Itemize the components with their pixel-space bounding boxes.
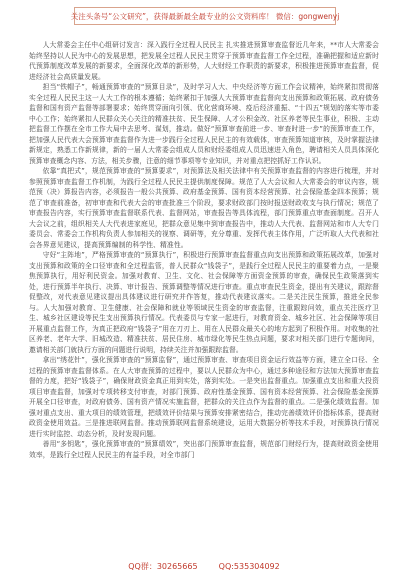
footer-qq-group: QQ群：30265665 xyxy=(128,562,198,571)
footer-contact xyxy=(0,561,408,575)
paragraph: 守好“主阵地”，严格预算审查的“预算执行”，积极进行预算审查监督重点向支出预算和政策拓展改革，加强对支出预算和政策的全口径审查和全过程监管，普人民群众“钱袋子”，是践行全过程人民民主的重要着力点，一是聚焦预算执行，用好利民资金。加强对教育、卫生、文化、社会保障等方面资金预算的审查，确保民生政策落到实处，进行预算半年执行、决算、审计报告、预算调整等情况进行审查。重点审查民生资金，提出有关建议，跟踪督促整改，对代表意见建议提出具体建议进行研究并作答复，推动代表建议落实。二是关注民生预算，推进全民参与。人大加强对教育、卫生健康、社会保障和就业等领域民生资金的审查监督，注重跟踪问效，重点关注医疗卫生、城乡社区建设等民生支出预算执行情况。代表委员与专家一起进行，对教育资金、城乡社区、社会保障等项目开展重点监督工作，为真正把政府“钱袋子”用在刀刃上、用在人民群众最关心的地方起到了积极作用。对收集的社区养老、老年大学、旧城改造、精准扶贫、居民住房、城市绿化等民生热点问题，要求对相关部门进行专题询问，邀请相关部门就执行方面的问题进行说明，持续关注并加强跟踪监督。 xyxy=(29,251,379,354)
paragraph: 拿出“绣花针”，强化预算审查的“预算监督”，通过预算审查、审查项目资金运行效益等方面，建立全口径、全过程的预算审查监督体系。在人大审查预算的过程中，要以人民群众为中心，通过多种途径和方法加大预算审查监督的力度，把好“钱袋子”，确保财政资金真正用到实处，落到实处。一是突出监督重点。加强重点支出和重大投资项目审查监督，加强对专项转移支付审查，对部门预算、政府性基金预算、国有资本经营预算、社会保险基金预算开展全口径审查，对政府债务、国有资产情况实施监督，把群众的关注点作为监督的重点。二是强化绩效监督。加强对重点支出、重大项目的绩效管理，把绩效评价结果与预算安排紧密结合，推动完善绩效评价指标体系，提高财政资金使用效益。三是推进联网监督。推动预算联网监督系统建设，运用大数据分析等技术手段，对预算执行情况进行实时监控、动态分析，及时发现问题。 xyxy=(29,356,379,438)
paragraph: 担当“铁帽子”，畅通预算审查的“预算目录”，及时学习人大、中央经济等方面工作会议精神，始终紧扣贯彻落实全过程人民民主这一人大工作的根本遵循；始终紧扣于加强人大预算审查监督向支出预算和政策拓展、政府债务监督和国有资产监督等部署要求；始终贯穿面向引领、优化营商环境、疫后经济重振、“十四五”规划的落实等市委中心工作；始终紧扣人民群众关心关注的精准扶贫、民生保障、人才公积金改、社区养老等民生事业，积极、主动把监督工作摆在全市工作大局中去思考、谋划，推动。做好“预算审查前进一步、审查时进一步”的预算审查工作，把加强人民代表大会预算审查监督作为进一步践行全过程人民民主的有效载体，审查预算知道审核，及时掌握法律新规定，熟悉工作新规律，新的一届人大常委会组成人员和财经委组成人员迅速进入角色，聘请相关人员具体深化预算审查概念内容、方法，相关步骤，注意的细节事项等专业知识，并对重点把控抓好工作认识。 xyxy=(29,83,379,165)
top-banner xyxy=(70,7,340,25)
paragraph: 依靠“真把式”，规范预算审查的“预算要求”，对预算法及相关法律中有关预算审查监督的内容进行梳理，并对参照预算审查监督工作机制，为践行全过程人民民主提供制度保障。规范了人大会议和人大常委会的审议内容，规范预（决）算报告内容，必须报告一般公共预算、政府基金预算、国有资本经营预算、社会保险基金四本预算；规范了审查前准备，初审审查和代表大会的审查批准三个阶段，要求财政部门按时报送财政收支与执行情况；规范了审查报告内容，实行预算审查监督联系代表、监督网站，审查报告等具体流程，部门预算重点审查面制度。召开人大会议之前，组织相关人大代表进家庭见，把群众意见集中到审查报告中，推动人大代表、监督网站和市人大专门委员会、常委会工作机构负责人参加相关的视察、调研等，充分尊重、发挥代表主体作用，广泛听取人大代表和社会各界意见建议，提高预算编制的科学性、精准性。 xyxy=(29,167,379,249)
paragraph: 人大常委会主任中心组研讨发言：深入践行全过程人民民主 扎实推进预算审查监督近几年来，**市人大常委会始终坚持以人民为中心的发展思想，把发展全过程人民民主贯穿于预算审查监督工作全过程，准确把握和适应新时代预算制度改革发展的新要求，全面深化改革的新形势，人大财经工作职责的新要求，积极推进预算审查监督，促进经济社会高质量发展。 xyxy=(29,41,379,81)
footer-qq: QQ:535304092 xyxy=(218,562,280,571)
document-body xyxy=(29,40,379,550)
paragraph: 善用“多钥匙”，强化预算审查的“预算绩效”，突出部门预算审查监督，规范部门财经行为，提高财政资金使用效率，是践行全过程人民民主的有益手段，对全市部门 xyxy=(29,440,379,459)
banner-text: 关注头条号“公文研究”，获得最新最全最专业的公文资料库！ 微信：gongwenyj xyxy=(70,11,340,21)
